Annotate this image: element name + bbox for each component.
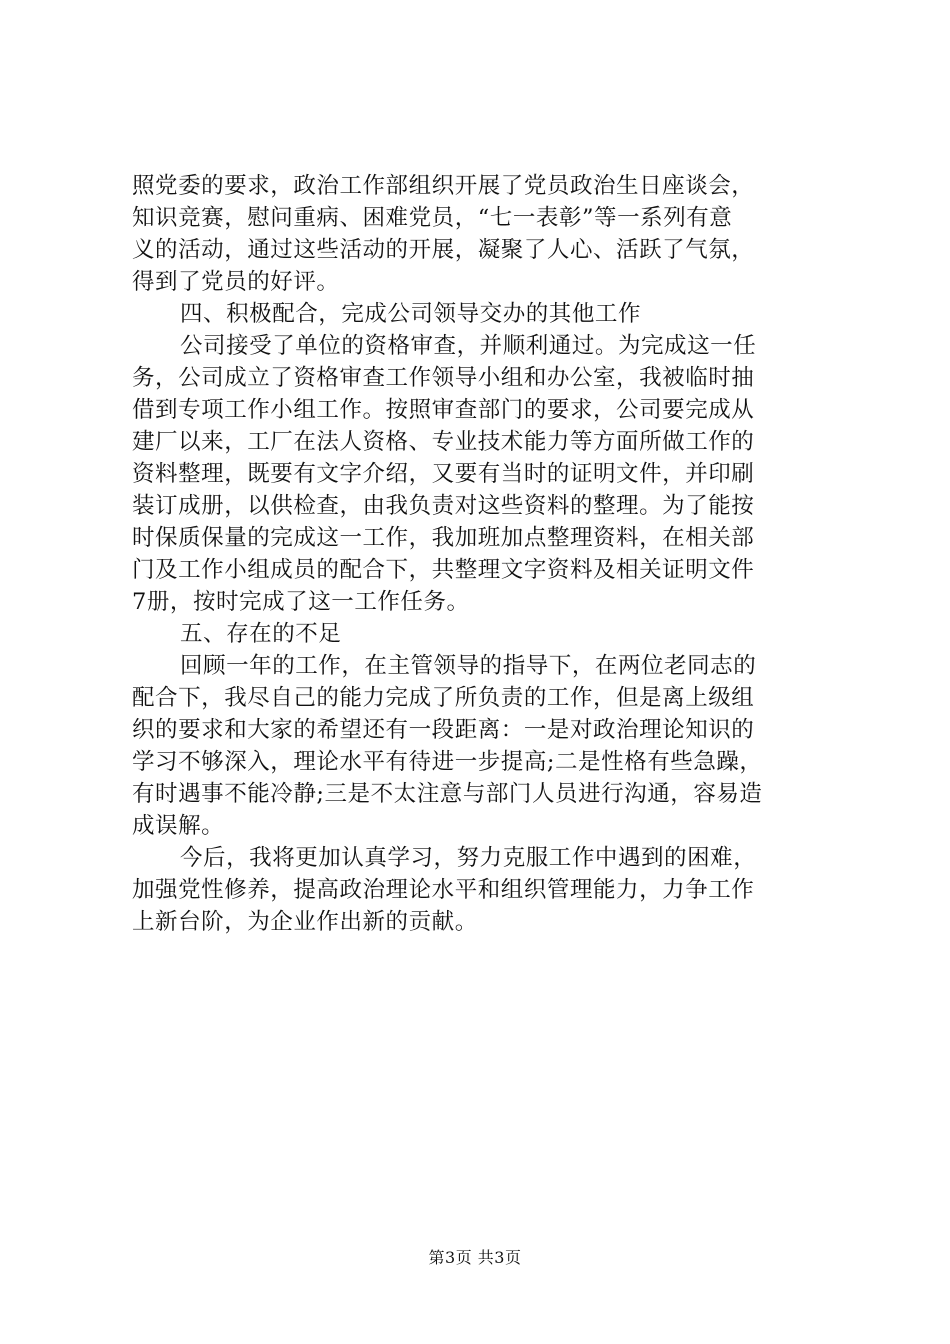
text-line: 资料整理，既要有文字介绍，又要有当时的证明文件，并印刷 (132, 461, 755, 487)
text-line: 织的要求和大家的希望还有一段距离：一是对政治理论知识的 (132, 717, 755, 743)
text-line: 有时遇事不能冷静;三是不太注意与部门人员进行沟通，容易造 (132, 781, 763, 807)
text-line: 务，公司成立了资格审查工作领导小组和办公室，我被临时抽 (132, 365, 755, 391)
text-line: 义的活动，通过这些活动的开展，凝聚了人心、活跃了气氛， (132, 237, 755, 263)
page-footer: 第3页 共3页 (428, 1248, 522, 1267)
text-line: 配合下，我尽自己的能力完成了所负责的工作，但是离上级组 (132, 685, 755, 711)
text-line: 回顾一年的工作，在主管领导的指导下，在两位老同志的 (180, 653, 757, 679)
text-line: 借到专项工作小组工作。按照审查部门的要求，公司要完成从 (132, 397, 755, 423)
text-line: 学习不够深入，理论水平有待进一步提高;二是性格有些急躁， (132, 749, 763, 775)
text-line: 时保质保量的完成这一工作，我加班加点整理资料，在相关部 (132, 525, 755, 551)
text-line: 知识竞赛，慰问重病、困难党员，“七一表彰”等一系列有意 (132, 205, 733, 231)
text-line: 得到了党员的好评。 (132, 269, 340, 295)
text-line: 装订成册，以供检查，由我负责对这些资料的整理。为了能按 (132, 493, 755, 519)
text-line: 今后，我将更加认真学习，努力克服工作中遇到的困难， (180, 845, 757, 871)
text-line: 加强党性修养，提高政治理论水平和组织管理能力，力争工作 (132, 877, 755, 903)
text-line: 五、存在的不足 (180, 621, 342, 647)
text-line: 7册，按时完成了这一工作任务。 (132, 589, 470, 615)
document-body (132, 170, 832, 938)
text-line: 照党委的要求，政治工作部组织开展了党员政治生日座谈会， (132, 173, 755, 199)
text-line: 门及工作小组成员的配合下，共整理文字资料及相关证明文件 (132, 557, 755, 583)
text-line: 公司接受了单位的资格审查，并顺利通过。为完成这一任 (180, 333, 757, 359)
text-line: 上新台阶，为企业作出新的贡献。 (132, 909, 478, 935)
text-line: 四、积极配合，完成公司领导交办的其他工作 (180, 301, 642, 327)
text-line: 建厂以来，工厂在法人资格、专业技术能力等方面所做工作的 (132, 429, 755, 455)
text-line: 成误解。 (132, 813, 225, 839)
